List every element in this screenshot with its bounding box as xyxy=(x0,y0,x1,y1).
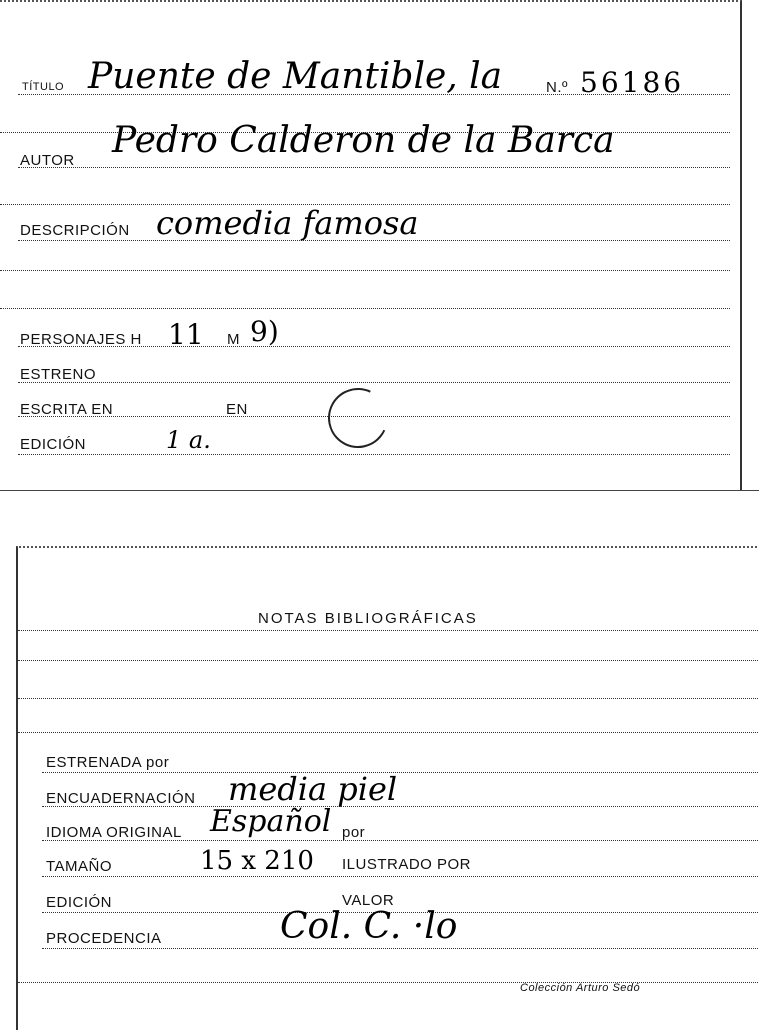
rule-line xyxy=(42,876,758,877)
estreno-label: ESTRENO xyxy=(20,366,97,383)
por-label: por xyxy=(342,824,366,841)
idioma-value: Español xyxy=(210,804,332,839)
rule-line xyxy=(0,308,730,309)
escrita-label: ESCRITA EN xyxy=(20,401,114,418)
idioma-label: IDIOMA ORIGINAL xyxy=(46,824,182,841)
catalog-card-front xyxy=(0,0,742,490)
rule-line xyxy=(18,382,730,383)
rule-line xyxy=(18,630,758,631)
edicion-label: EDICIÓN xyxy=(20,436,87,453)
descripcion-value: comedia famosa xyxy=(156,204,419,242)
rule-line xyxy=(42,772,758,773)
rule-line xyxy=(18,454,730,455)
ilustrado-label: ILUSTRADO POR xyxy=(342,856,472,873)
procedencia-label: PROCEDENCIA xyxy=(46,930,162,947)
punch-hole-mark xyxy=(320,380,397,457)
collection-stamp: Colección Arturo Sedó xyxy=(520,982,641,994)
rule-line xyxy=(42,948,758,949)
personajes-label: PERSONAJES H xyxy=(20,331,142,348)
encuadernacion-label: ENCUADERNACIÓN xyxy=(46,790,196,807)
personajes-m-label: M xyxy=(227,331,240,348)
rule-line xyxy=(0,270,730,271)
rule-line xyxy=(18,660,758,661)
valor-label: VALOR xyxy=(342,892,395,909)
titulo-label: TÍTULO xyxy=(22,81,65,93)
descripcion-label: DESCRIPCIÓN xyxy=(20,222,130,239)
rule-line xyxy=(18,698,758,699)
edicion-value: 1 a. xyxy=(166,426,211,454)
rule-line xyxy=(18,167,730,168)
numero-label: N.º xyxy=(546,79,568,96)
rule-line xyxy=(18,732,758,733)
estrenada-label: ESTRENADA por xyxy=(46,754,170,771)
rule-line xyxy=(18,982,758,983)
numero-value: 56186 xyxy=(580,66,685,99)
personajes-h-value: 11 xyxy=(168,318,204,351)
en-label: EN xyxy=(226,401,248,418)
autor-label: AUTOR xyxy=(20,152,75,169)
notas-heading: NOTAS BIBLIOGRÁFICAS xyxy=(258,610,478,627)
titulo-value: Puente de Mantible, la xyxy=(88,56,503,97)
procedencia-value: Col. C. ·lo xyxy=(280,906,458,947)
autor-value: Pedro Calderon de la Barca xyxy=(112,120,615,161)
tamano-label: TAMAÑO xyxy=(46,858,113,875)
personajes-m-value: 9) xyxy=(250,315,279,348)
catalog-card-back xyxy=(16,546,759,1030)
edicion-label: EDICIÓN xyxy=(46,894,113,911)
encuadernacion-value: media piel xyxy=(228,770,398,808)
tamano-value: 15 x 210 xyxy=(200,846,314,876)
